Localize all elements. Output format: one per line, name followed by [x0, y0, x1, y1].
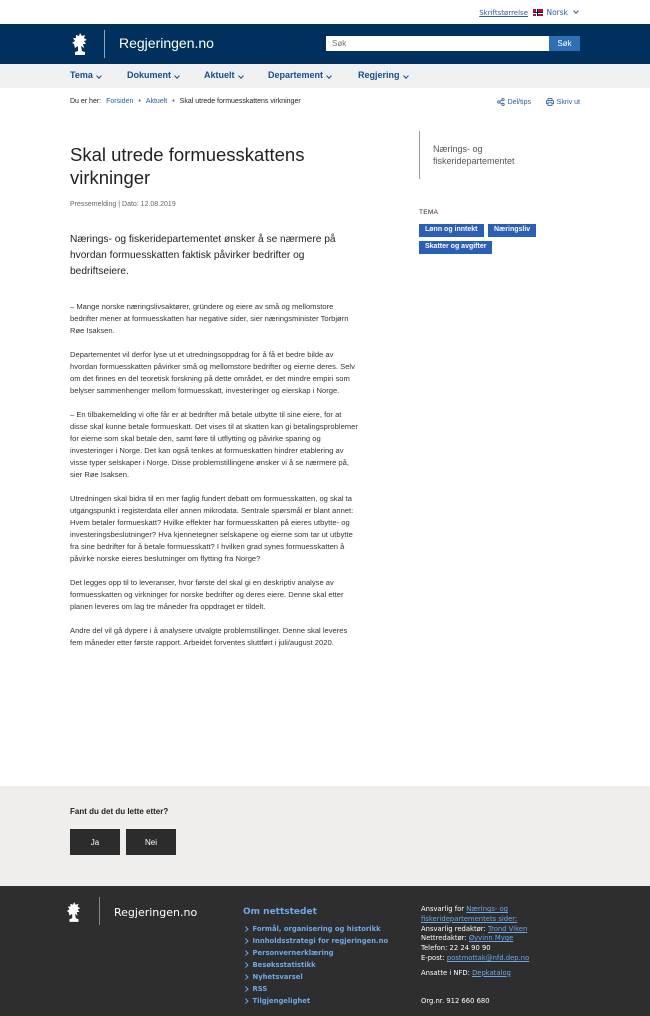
article-paragraph: Det legges opp til to leveranser, hvor første del skal gi en deskriptiv analyse av formuesskatten og virkninger for norske bedrifter og deres eiere. Denne skal etter planen leveres om lag tre måneder fra oppdraget er tildelt.: [70, 577, 344, 611]
article-lead: Nærings- og fiskeridepartementet ønsker å se nærmere på hvordan formuesskatten faktisk påvirker bedrifter og bedriftseiere.: [70, 234, 336, 277]
chevron-right-icon: [243, 987, 248, 992]
breadcrumb-current: Skal utrede formuesskattens virkninger: [179, 98, 301, 105]
tag-lonn-og-inntekt[interactable]: Lønn og inntekt: [419, 224, 484, 237]
footer-link[interactable]: RSS: [243, 983, 388, 995]
feedback-no-button[interactable]: Nei: [126, 829, 176, 855]
breadcrumb: [70, 98, 301, 105]
page-title: Skal utrede formuesskattens virkninger: [70, 144, 305, 188]
breadcrumb-item-aktuelt[interactable]: Aktuelt: [145, 98, 168, 105]
share-link[interactable]: [497, 98, 531, 106]
footer-site-name[interactable]: Regjeringen.no: [114, 906, 198, 919]
footer-phone: Telefon: 22 24 90 90: [421, 944, 491, 953]
coat-of-arms-lion-icon[interactable]: [65, 901, 83, 923]
search-input[interactable]: [326, 36, 549, 51]
footer-staff-link[interactable]: Depkatalog: [472, 968, 511, 977]
footer-divider: [99, 897, 100, 925]
search-button[interactable]: Søk: [549, 36, 580, 51]
department-link[interactable]: Nærings- og fiskeridepartementet: [419, 131, 559, 179]
article-paragraph: – Mange norske næringslivsaktører, gründere og eiere av små og mellomstore bedrifter mener at formuesskatten har negative sider, sier næringsminister Torbjørn Røe Isaksen.: [70, 302, 349, 336]
feedback-yes-button[interactable]: Ja: [70, 829, 120, 855]
chevron-right-icon: [243, 975, 248, 980]
breadcrumb-prefix: Du er her:: [70, 98, 102, 105]
breadcrumb-separator: •: [138, 98, 141, 105]
breadcrumb-separator: •: [172, 98, 175, 105]
chevron-down-icon: [403, 73, 409, 79]
article-paragraph: Utredningen skal bidra til en mer faglig fundert debatt om formuesskatten, og skal ta utgangspunkt i registerdata eller annen mikrodata. Sentrale spørsmål er blant annet: Hvem betaler formueskatt? Hvilke effekter har formuesskatten på eieres utbytte- og investeringsbeslutninger? Hva kjennetegner selskapene og eierne som tar ut utbytte fra sine bedrifter for å betale formuesskatt? I hvilken grad synes formuesskatten å påvirke norske eieres beslutninger om flytting fra Norge?: [70, 493, 354, 564]
footer-heading: Om nettstedet: [243, 907, 317, 917]
print-link[interactable]: [546, 98, 580, 106]
chevron-down-icon: [326, 73, 332, 79]
chevron-right-icon: [243, 939, 248, 944]
article-body: [70, 301, 360, 660]
footer-link[interactable]: Personvernerklæring: [243, 947, 388, 959]
feedback-question: Fant du det du lette etter?: [70, 807, 169, 816]
breadcrumb-item-forsiden[interactable]: Forsiden: [106, 98, 134, 105]
chevron-right-icon: [243, 963, 248, 968]
utility-bar: [0, 0, 650, 24]
footer-links: [243, 923, 388, 1007]
footer-link[interactable]: Innholdsstrategi for regjeringen.no: [243, 935, 388, 947]
footer-responsible-link[interactable]: Nærings- og fiskeridepartementets sider:: [421, 905, 518, 923]
article-paragraph: Andre del vil gå dypere i å analysere utvalgte problemstillinger. Denne skal leveres fem måneder etter første rapport. Arbeidet forventes sluttført i juli/august 2020.: [70, 625, 348, 647]
print-label: Skriv ut: [556, 98, 580, 106]
share-icon: [497, 98, 505, 106]
chevron-down-icon: [238, 73, 244, 79]
nav-item-regjering[interactable]: Regjering: [358, 70, 408, 80]
nav-item-dokument[interactable]: Dokument: [127, 70, 179, 80]
footer-web-editor-link[interactable]: Øyvinn Myge: [468, 934, 514, 943]
nav-item-aktuelt[interactable]: Aktuelt: [204, 70, 243, 80]
footer-org-number: Org.nr. 912 660 680: [421, 997, 490, 1005]
chevron-right-icon: [243, 951, 248, 956]
chevron-down-icon: [96, 73, 102, 79]
footer-link[interactable]: Besøksstatistikk: [243, 959, 388, 971]
font-size-link[interactable]: Skriftstørrelse: [479, 9, 528, 17]
norway-flag-icon: [533, 9, 543, 16]
footer-email-link[interactable]: postmottak@nfd.dep.no: [446, 953, 530, 962]
share-label: Del/tips: [507, 98, 531, 106]
footer-contact: Ansvarlig for Nærings- og fiskeridepartementets sider: Ansvarlig redaktør: Trond Viken Nettredaktør: Øyvinn Myge Telefon: 22 24 90 90 E-post: postmottak@nfd.dep.no Ansatte i NFD: Depkatalog: [421, 905, 571, 979]
language-label: Norsk: [546, 8, 568, 17]
chevron-down-icon: [174, 73, 180, 79]
print-icon: [546, 98, 554, 106]
site-name-link[interactable]: Regjeringen.no: [119, 35, 214, 51]
header-divider: [104, 30, 105, 58]
coat-of-arms-lion-icon[interactable]: [70, 32, 90, 56]
footer-link[interactable]: Formål, organisering og historikk: [243, 923, 388, 935]
footer-editor-link[interactable]: Trond Viken: [487, 924, 528, 933]
tag-skatter-og-avgifter[interactable]: Skatter og avgifter: [419, 241, 492, 254]
chevron-right-icon: [243, 927, 248, 932]
article-paragraph: – En tilbakemelding vi ofte får er at bedrifter må betale utbytte til sine eiere, for at disse skal kunne betale formueskatt. Det vises til at skatten kan gi betalingsproblemer for eierne som skal betale den, samt føre til utflytting og påvirke sparing og investeringer i Norge. Det kan også tenkes at formueskatten hindrer etablering av visse typer selskaper i Norge. Disse problemstillingene ønsker vi å se nærmere på, sier Røe Isaksen.: [70, 409, 358, 480]
nav-item-tema[interactable]: Tema: [70, 70, 101, 80]
footer-link[interactable]: Nyhetsvarsel: [243, 971, 388, 983]
chevron-right-icon: [243, 999, 248, 1004]
nav-item-departement[interactable]: Departement: [268, 70, 331, 80]
tema-label: TEMA: [419, 209, 439, 216]
article-paragraph: Departementet vil derfor lyse ut et utredningsoppdrag for å få et bedre bilde av hvordan formuesskatten påvirker små og mellomstore bedrifter og eierne deres. Selv om det finnes en del teoretisk forskning på dette området, er det mindre empiri som belyser sammenhenger mellom formuesskatt, investeringer og eierskap i Norge.: [70, 349, 355, 396]
chevron-down-icon: [573, 8, 579, 14]
language-selector[interactable]: [533, 8, 578, 17]
footer-link[interactable]: Tilgjengelighet: [243, 995, 388, 1007]
tag-naeringsliv[interactable]: Næringsliv: [488, 224, 536, 237]
article-meta: Pressemelding | Dato: 12.08.2019: [70, 201, 176, 208]
